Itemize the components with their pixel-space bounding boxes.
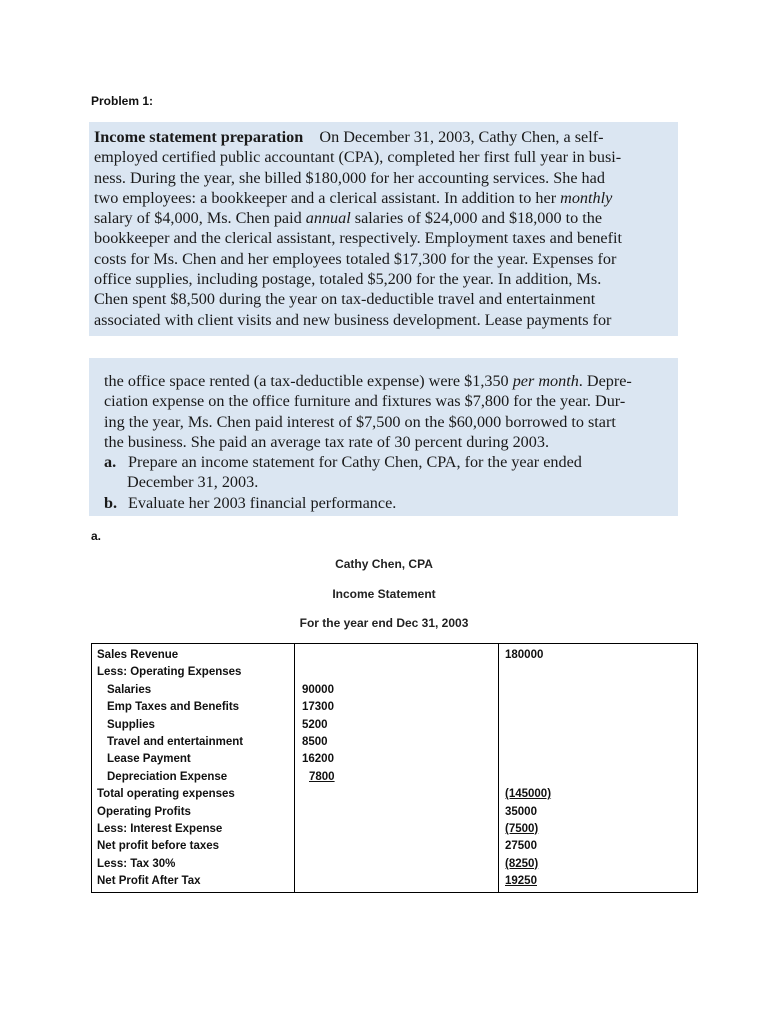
textbook-excerpt-part2	[89, 358, 678, 516]
row-total-value	[505, 717, 697, 734]
expense-amount: 17300	[302, 701, 334, 714]
row-label: Emp Taxes and Benefits	[107, 701, 240, 714]
row-total-value	[505, 682, 697, 699]
row-expense-value	[302, 769, 498, 786]
row-total-value	[505, 838, 697, 855]
emphasis-text: per month	[512, 372, 579, 390]
row-expense-value	[302, 786, 498, 803]
expense-amount: 5200	[302, 718, 328, 731]
text-fragment: salaries of $24,000 and $18,000 to the	[350, 209, 603, 228]
text-fragment: . Depre-	[578, 372, 632, 390]
row-label: Lease Payment	[107, 753, 191, 766]
expense-amount: 7800	[309, 770, 335, 783]
text-line	[94, 188, 678, 208]
row-label: Total operating expenses	[97, 788, 235, 801]
expense-amount: 8500	[302, 735, 328, 748]
total-amount: (145000)	[505, 788, 552, 801]
row-total-value	[505, 856, 697, 873]
row-label: Depreciation Expense	[107, 770, 228, 783]
row-total-value	[505, 699, 697, 716]
row-total-value	[505, 647, 697, 664]
row-expense-value	[302, 838, 498, 855]
question-letter: a.	[104, 453, 117, 472]
emphasis-text: annual	[305, 209, 351, 228]
row-label: Sales Revenue	[97, 649, 179, 661]
question-text-continued: December 31, 2003.	[127, 473, 259, 492]
question-text: Evaluate her 2003 financial performance.	[128, 493, 397, 512]
text-line: the business. She paid an average tax rate of 30 percent during 2003.	[104, 432, 550, 451]
question-text: Prepare an income statement for Cathy Chen, CPA, for the year ended	[128, 453, 582, 472]
row-expense-value	[302, 682, 498, 699]
row-expense-value	[302, 856, 498, 873]
row-expense-value	[302, 664, 498, 681]
row-label: Less: Operating Expenses	[97, 666, 242, 679]
expense-amount: 16200	[302, 753, 334, 766]
row-total-value	[505, 804, 697, 821]
text-line: ciation expense on the office furniture and fixtures was $7,800 for the year. Dur-	[104, 392, 626, 411]
problem-title: Problem 1:	[91, 94, 154, 108]
row-total-value	[505, 786, 697, 803]
row-label: Salaries	[107, 683, 152, 696]
question-item	[104, 452, 678, 472]
question-item	[104, 493, 678, 513]
row-expense-value	[302, 751, 498, 768]
row-total-value	[505, 769, 697, 786]
text-line: Chen spent $8,500 during the year on tax-deductible travel and entertainment	[94, 290, 596, 309]
row-expense-value	[302, 734, 498, 751]
question-letter: b.	[104, 493, 118, 512]
totals-column	[499, 644, 698, 893]
text-line: employed certified public accountant (CPA), completed her first full year in busi-	[94, 148, 622, 167]
text-line	[104, 371, 678, 391]
text-fragment: two employees: a bookkeeper and a clerical assistant. In addition to her	[94, 188, 561, 207]
textbook-excerpt-part1	[89, 122, 678, 336]
answer-label: a.	[91, 529, 102, 543]
expenses-column	[295, 644, 499, 893]
row-expense-value	[302, 873, 498, 890]
row-expense-value	[302, 647, 498, 664]
row-expense-value	[302, 821, 498, 838]
text-line: ing the year, Ms. Chen paid interest of $7,500 on the $60,000 borrowed to start	[104, 412, 616, 431]
row-label: Supplies	[107, 718, 155, 731]
income-statement-table	[91, 643, 698, 893]
row-expense-value	[302, 699, 498, 716]
row-label: Net profit before taxes	[97, 840, 220, 853]
text-line: ness. During the year, she billed $180,000 for her accounting services. She had	[94, 168, 605, 187]
row-total-value	[505, 751, 697, 768]
row-label: Net Profit After Tax	[97, 875, 201, 888]
text-line: associated with client visits and new business development. Lease payments for	[94, 310, 612, 329]
text-line: costs for Ms. Chen and her employees totaled $17,300 for the year. Expenses for	[94, 249, 617, 268]
row-total-value	[505, 734, 697, 751]
row-total-value	[505, 873, 697, 890]
row-expense-value	[302, 804, 498, 821]
text-fragment: salary of $4,000, Ms. Chen paid	[94, 209, 306, 228]
emphasis-text: monthly	[560, 188, 613, 207]
text-line: office supplies, including postage, totaled $5,200 for the year. In addition, Ms.	[94, 270, 602, 289]
total-amount: (7500)	[505, 822, 539, 835]
text-line	[94, 127, 678, 147]
expense-amount: 90000	[302, 683, 334, 696]
text-fragment: On December 31, 2003, Cathy Chen, a self-	[319, 128, 604, 146]
row-total-value	[505, 664, 697, 681]
row-label: Less: Tax 30%	[97, 857, 176, 870]
total-amount: (8250)	[505, 857, 539, 870]
row-label: Less: Interest Expense	[97, 822, 223, 835]
total-amount: 180000	[505, 649, 544, 661]
text-fragment: the office space rented (a tax-deductible expense) were $1,350	[104, 372, 513, 390]
company-name: Cathy Chen, CPA	[335, 557, 433, 571]
total-amount: 35000	[505, 805, 537, 818]
section-heading: Income statement preparation	[94, 128, 304, 146]
statement-period: For the year end Dec 31, 2003	[299, 616, 469, 630]
labels-column	[92, 644, 295, 893]
text-line	[94, 208, 678, 228]
row-total-value	[505, 821, 697, 838]
text-line: bookkeeper and the clerical assistant, respectively. Employment taxes and benefit	[94, 229, 622, 248]
row-label: Travel and entertainment	[107, 735, 244, 748]
row-expense-value	[302, 717, 498, 734]
row-label: Operating Profits	[97, 805, 191, 818]
total-amount: 27500	[505, 840, 537, 853]
statement-title: Income Statement	[332, 587, 436, 601]
total-amount: 19250	[505, 875, 537, 888]
